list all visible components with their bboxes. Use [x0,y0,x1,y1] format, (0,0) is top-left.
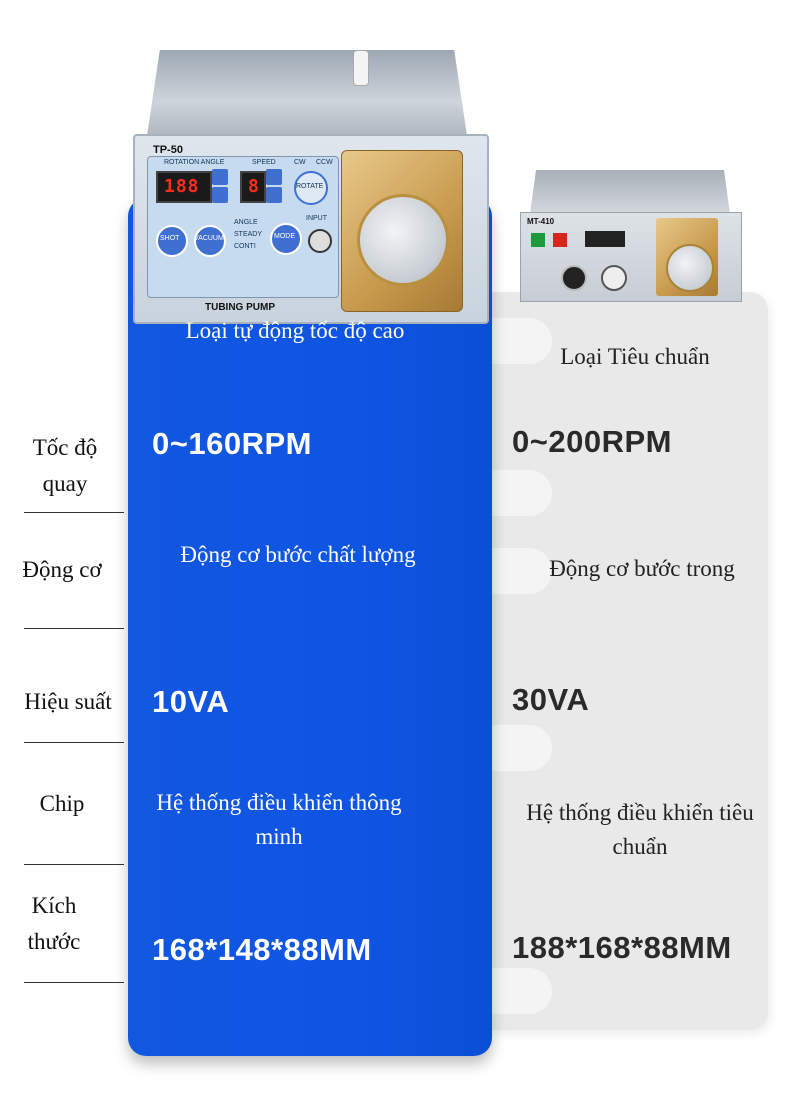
pump-rotor-icon [357,194,449,286]
premium-power-value: 10VA [152,684,230,719]
input-label: INPUT [306,215,327,222]
speed-label: SPEED [252,159,276,166]
standard-column-panel [492,292,768,1030]
mode-angle-label: ANGLE [234,219,258,226]
row-label-chip: Chip [39,791,85,816]
standard-motor-value: Động cơ bước trong [549,556,735,581]
device-model-label: TP-50 [153,144,183,156]
row-label-speed: Tốc độ quay [32,435,98,496]
tube-connector-icon [353,50,369,86]
mode-steady-label: STEADY [234,231,263,238]
input-port-icon [308,229,332,253]
panel-tab [492,470,552,516]
mode-label: MODE [274,233,295,240]
tubing-pump-brand: TUBING PUMP [205,302,275,313]
row-divider [24,742,124,743]
speed-knob-icon [561,265,587,291]
angle-up-arrow-icon [212,169,228,185]
standard-power-value: 30VA [512,682,590,717]
premium-size-value: 168*148*88MM [152,932,372,967]
premium-chip-value: Hệ thống điều khiển thông minh [156,790,402,849]
device-top-cover [530,170,730,214]
panel-tab [492,548,552,594]
control-panel [147,156,339,298]
speed-display: 8 [240,171,266,203]
timer-dial-icon [585,231,625,247]
rotation-angle-label: ROTATION ANGLE [164,159,225,166]
standard-column-title: Loại Tiêu chuẩn [560,344,710,369]
green-button-icon [531,233,545,247]
row-divider [24,512,124,513]
rotate-label: ROTATE [296,183,324,190]
standard-chip-value: Hệ thống điều khiển tiêu chuẩn [526,800,754,859]
mt410-device-image [520,170,742,306]
standard-speed-value: 0~200RPM [512,424,672,459]
premium-speed-value: 0~160RPM [152,426,312,461]
ccw-label: CCW [316,159,333,166]
row-divider [24,982,124,983]
shot-label: SHOT [160,235,180,242]
vacuum-label: VACUUM [194,235,224,242]
standard-size-value: 188*168*88MM [512,930,732,965]
output-port-icon [601,265,627,291]
angle-display: 188 [156,171,212,203]
device-top-cover [147,50,467,136]
tp50-device-image [133,50,485,313]
device-model-label: MT-410 [527,217,555,226]
red-button-icon [553,233,567,247]
speed-up-arrow-icon [266,169,282,185]
row-divider [24,864,124,865]
panel-tab [492,725,552,771]
cw-label: CW [294,159,306,166]
row-label-motor: Động cơ [22,557,102,582]
panel-tab [492,968,552,1014]
row-divider [24,628,124,629]
row-label-size: Kích thước [27,893,81,954]
pump-rotor-icon [666,244,714,292]
angle-down-arrow-icon [212,187,228,203]
row-label-power: Hiệu suất [24,689,112,714]
mode-conti-label: CONTI [234,243,256,250]
device-front-face [133,134,489,324]
premium-motor-value: Động cơ bước chất lượng [180,542,416,567]
speed-down-arrow-icon [266,187,282,203]
premium-column-title: Loại tự động tốc độ cao [185,318,405,343]
